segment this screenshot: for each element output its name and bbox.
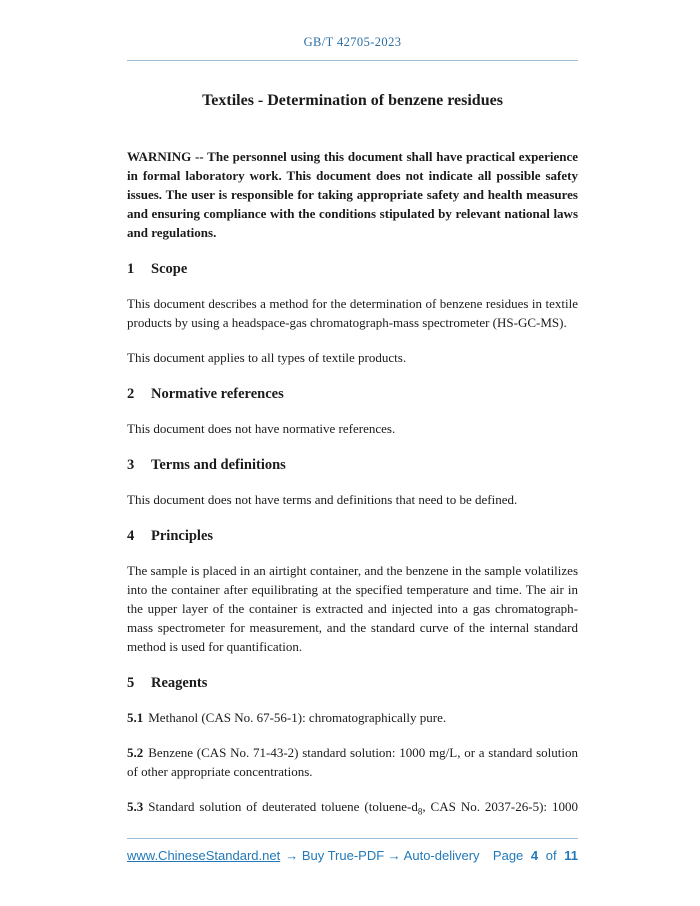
clause-text: Methanol (CAS No. 67-56-1): chromatographically pure. (148, 710, 447, 725)
section-heading-principles (127, 527, 578, 545)
section-heading-label: Reagents (151, 675, 208, 691)
paragraph: This document applies to all types of textile products. (127, 350, 407, 365)
page-title: Textiles - Determination of benzene residues (202, 92, 503, 109)
clause-number: 5.1 (127, 710, 144, 725)
page-label: Page (492, 848, 524, 863)
clause-text: Standard solution of deuterated toluene (toluene-d (148, 799, 418, 814)
section-heading-reagents (127, 674, 578, 692)
section-number: 4 (127, 528, 135, 544)
of-label: of (545, 848, 557, 863)
section-heading-label: Scope (151, 261, 188, 277)
clause-number: 5.3 (127, 799, 144, 814)
page-number-total: 11 (564, 848, 578, 863)
header-doc-code: GB/T 42705-2023 (303, 35, 402, 49)
footer-source-line (127, 848, 480, 863)
paragraph: This document describes a method for the determination of benzene residues in textile products by using a headspace-gas chromatograph-mass spectrometer (HS-GC-MS). (127, 296, 578, 330)
clause-5-2 (127, 743, 578, 781)
section-number: 2 (127, 386, 135, 402)
page-number-current: 4 (530, 848, 539, 863)
header-rule (127, 60, 578, 61)
footer-rule (127, 838, 578, 839)
clause-5-1 (127, 708, 578, 727)
section-number: 3 (127, 457, 135, 473)
paragraph: The sample is placed in an airtight container, and the benzene in the sample volatilizes into the container after equilibrating at the specified temperature and time. The air in the upper layer of the container is extracted and injected into a gas chromatograph-mass spectrometer for measurement, and the standard curve of the internal standard method is used for quantification. (127, 563, 578, 654)
clause-text: , CAS No. 2037-26-5): 1000 (422, 799, 578, 814)
page-indicator (493, 848, 578, 863)
section-heading-label: Principles (151, 528, 214, 544)
clause-text: Benzene (CAS No. 71-43-2) standard solution: 1000 mg/L, or a standard solution of other appropriate concentrations. (127, 745, 578, 779)
clause-5-3 (127, 797, 578, 816)
section-heading-label: Normative references (151, 386, 284, 402)
clause-number: 5.2 (127, 745, 144, 760)
section-number: 5 (127, 675, 135, 691)
paragraph: This document does not have terms and definitions that need to be defined. (127, 492, 518, 507)
paragraph: This document does not have normative references. (127, 421, 396, 436)
warning-paragraph: WARNING -- The personnel using this document shall have practical experience in formal laboratory work. This document does not indicate all possible safety issues. The user is responsible for taking appropriate safety and health measures and ensuring compliance with the conditions stipulated by relevant national laws and regulations. (127, 149, 578, 240)
section-number: 1 (127, 261, 135, 277)
footer-site-link[interactable]: www.ChineseStandard.net (127, 848, 281, 863)
footer-actions-text: → Buy True-PDF → Auto-delivery (285, 848, 480, 863)
section-heading-normative-references (127, 385, 578, 403)
section-heading-label: Terms and definitions (151, 457, 286, 473)
section-heading-scope (127, 260, 578, 278)
section-heading-terms-definitions (127, 456, 578, 474)
page-footer (127, 838, 578, 863)
clause-text-subscript: 8 (417, 806, 423, 817)
